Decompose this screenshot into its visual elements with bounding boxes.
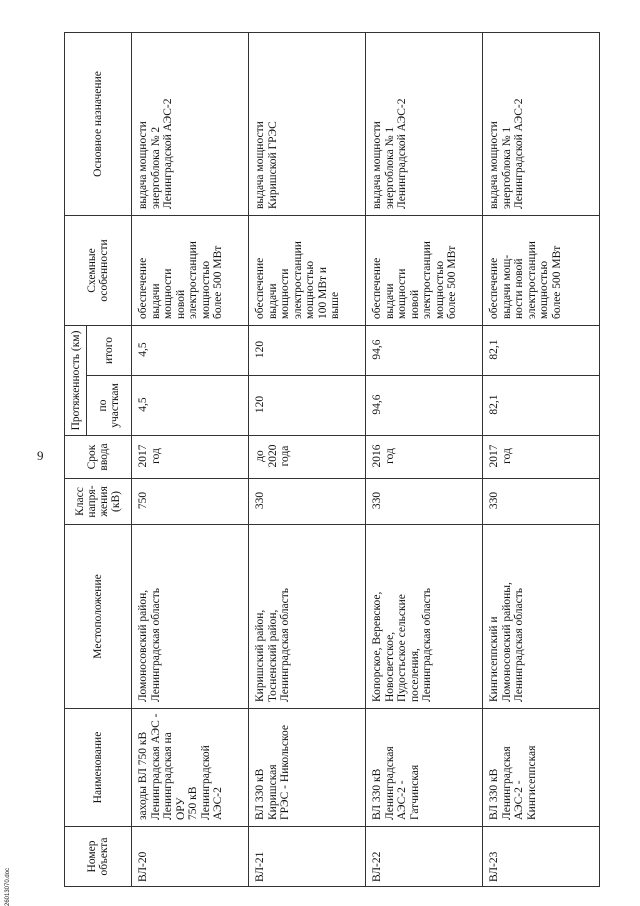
- cell-purpose: выдача мощности Киришской ГРЭС: [249, 33, 366, 216]
- cell-number: ВЛ-23: [483, 827, 600, 887]
- table-row: [483, 33, 600, 887]
- cell-purpose: выдача мощности энергоблока № 1 Ленинградской АЭС-2: [483, 33, 600, 216]
- cell-location: Копорское, Веревское, Новосветское, Пудостьское сельские поселения, Ленинградская область: [366, 525, 483, 709]
- header-name: Наименование: [65, 709, 132, 827]
- cell-number: ВЛ-22: [366, 827, 483, 887]
- table-header: [65, 33, 132, 887]
- cell-purpose: выдача мощности энергоблока № 1 Ленинградской АЭС-2: [366, 33, 483, 216]
- cell-length-sections: 120: [249, 376, 366, 436]
- cell-voltage: 750: [132, 479, 249, 525]
- header-deadline: Срок ввода: [65, 436, 132, 479]
- cell-length-total: 82,1: [483, 326, 600, 376]
- header-purpose: Основное назначение: [65, 33, 132, 216]
- header-length-group: Протяженность (км): [65, 326, 87, 436]
- cell-voltage: 330: [249, 479, 366, 525]
- cell-features: обеспечение выдачи мощ- ности новой электростанции мощностью более 500 МВт: [483, 216, 600, 326]
- table-container: [64, 33, 584, 887]
- cell-voltage: 330: [483, 479, 600, 525]
- header-length-total: итого: [87, 326, 132, 376]
- cell-length-sections: 94,6: [366, 376, 483, 436]
- cell-deadline: 2017 год: [483, 436, 600, 479]
- cell-deadline: 2017 год: [132, 436, 249, 479]
- header-features: Схемные особенности: [65, 216, 132, 326]
- power-lines-table: [64, 32, 600, 887]
- cell-features: обеспечение выдачи мощности электростанции мощностью 100 МВт и выше: [249, 216, 366, 326]
- cell-length-total: 4,5: [132, 326, 249, 376]
- table-body: [132, 33, 600, 887]
- cell-purpose: выдача мощности энергоблока № 2 Ленинградской АЭС-2: [132, 33, 249, 216]
- header-voltage: Класс напря- жения (кВ): [65, 479, 132, 525]
- cell-length-total: 94,6: [366, 326, 483, 376]
- header-length-sections: по участкам: [87, 376, 132, 436]
- cell-name: ВЛ 330 кВ Киришская ГРЭС - Никольское: [249, 709, 366, 827]
- cell-length-total: 120: [249, 326, 366, 376]
- cell-number: ВЛ-20: [132, 827, 249, 887]
- header-location: Местоположение: [65, 525, 132, 709]
- page-number: 9: [37, 448, 44, 463]
- cell-number: ВЛ-21: [249, 827, 366, 887]
- table-row: [249, 33, 366, 887]
- table-row: [132, 33, 249, 887]
- cell-deadline: до 2020 года: [249, 436, 366, 479]
- cell-name: ВЛ 330 кВ Ленинградская АЭС-2 - Кингисеппская: [483, 709, 600, 827]
- cell-features: обеспечение выдачи мощности новой электростанции мощностью более 500 МВт: [132, 216, 249, 326]
- cell-voltage: 330: [366, 479, 483, 525]
- cell-location: Кингисеппский и Ломоносовский районы, Ленинградская область: [483, 525, 600, 709]
- header-number: Номер объекта: [65, 827, 132, 887]
- cell-location: Киришский район, Тосненский район, Ленинградская область: [249, 525, 366, 709]
- cell-name: заходы ВЛ 750 кВ Ленинградская АЭС - Ленинградская на ОРУ 750 кВ Ленинградской АЭС-2: [132, 709, 249, 827]
- cell-deadline: 2016 год: [366, 436, 483, 479]
- cell-length-sections: 82,1: [483, 376, 600, 436]
- cell-location: Ломоносовский район, Ленинградская область: [132, 525, 249, 709]
- document-reference: 26013070.doc: [5, 867, 11, 906]
- cell-length-sections: 4,5: [132, 376, 249, 436]
- cell-name: ВЛ 330 кВ Ленинградская АЭС-2 - Гатчинская: [366, 709, 483, 827]
- cell-features: обеспечение выдачи мощности новой электростанции мощностью более 500 МВт: [366, 216, 483, 326]
- table-row: [366, 33, 483, 887]
